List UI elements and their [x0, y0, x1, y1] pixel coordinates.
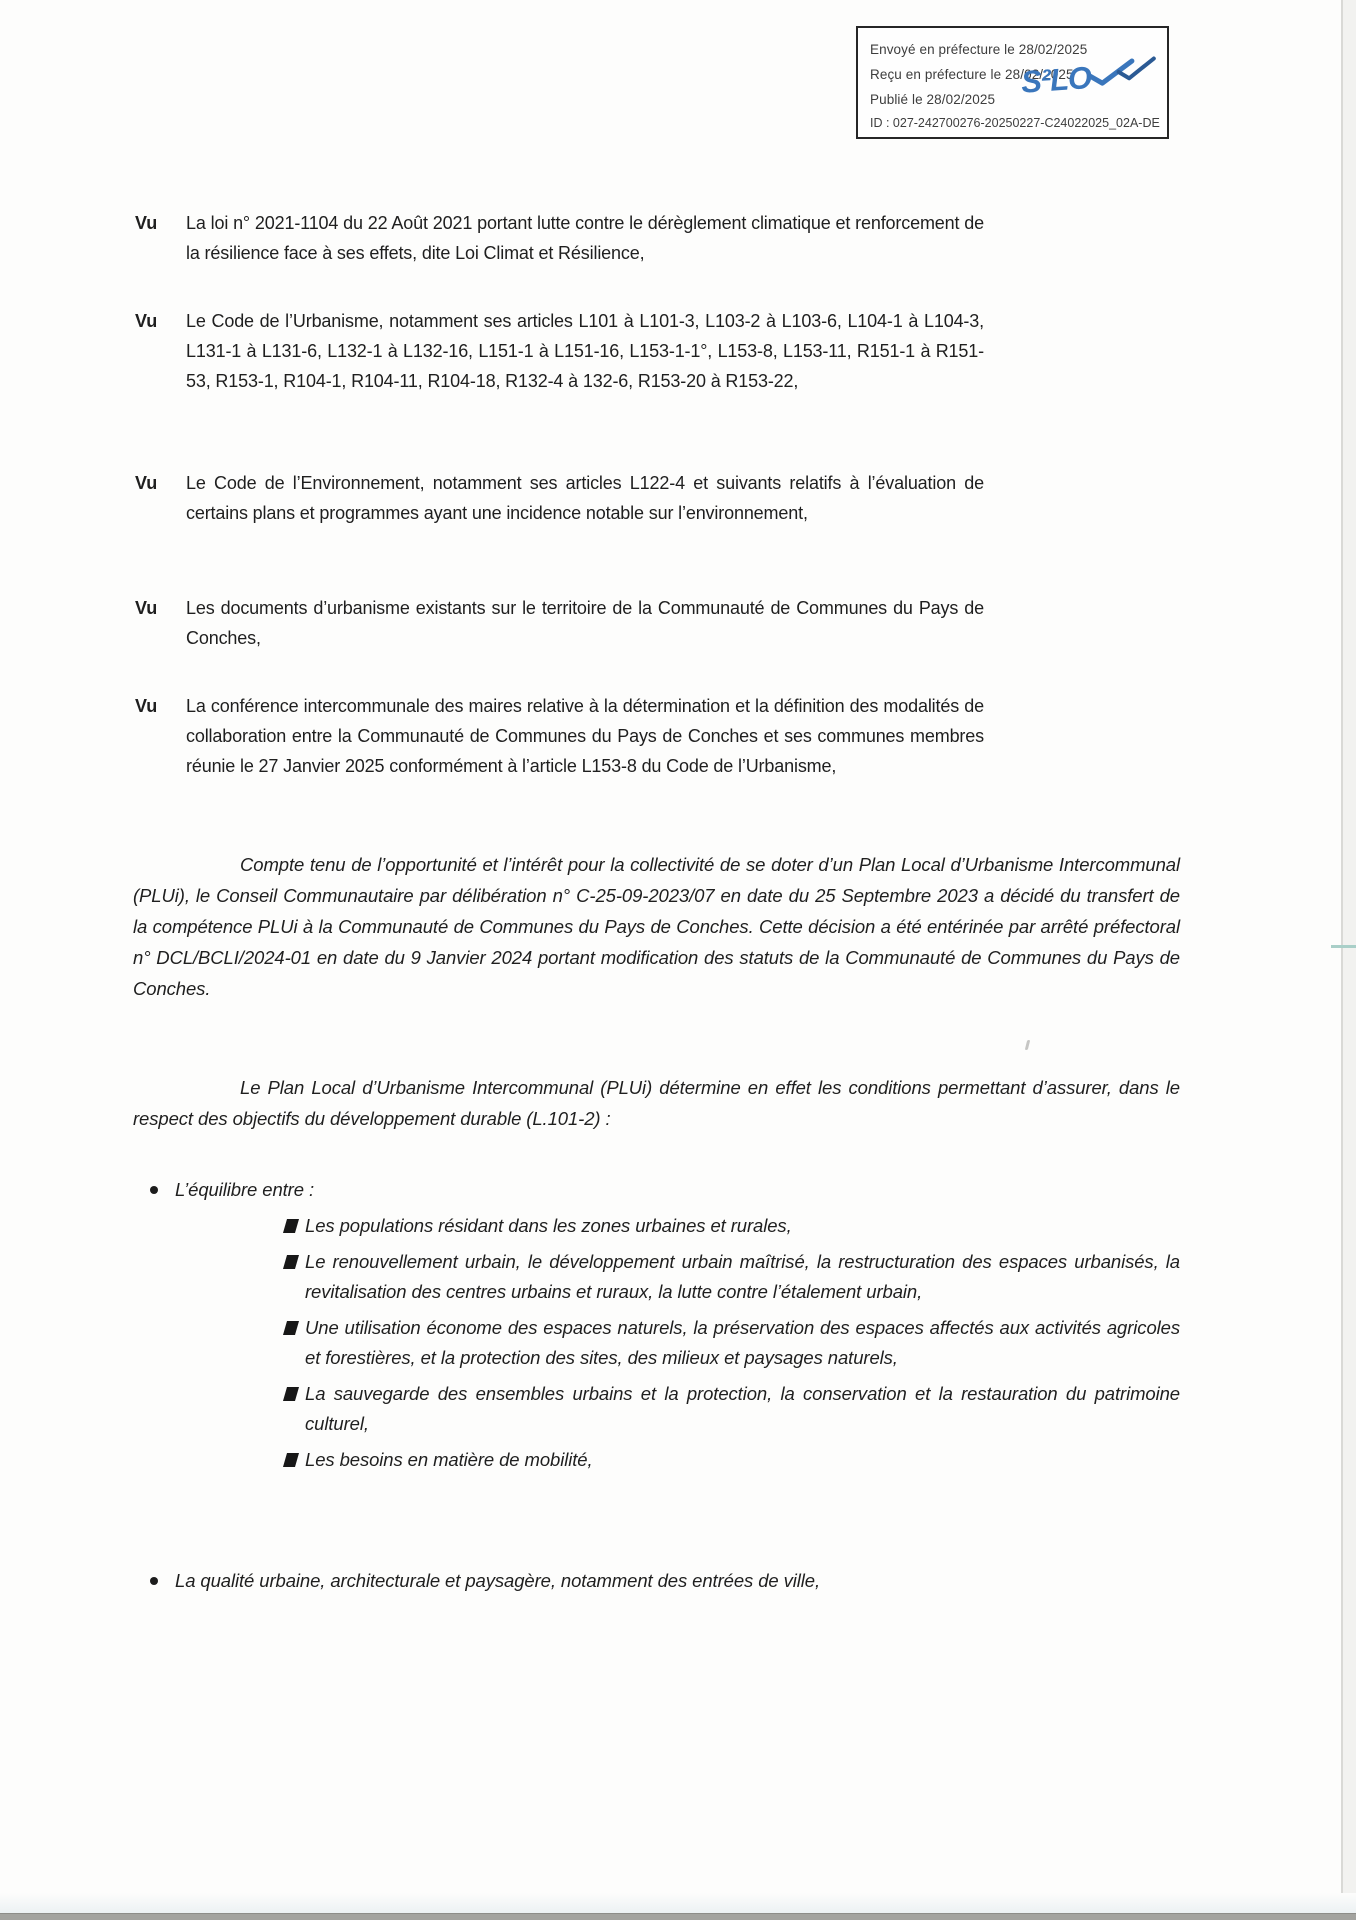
scan-artifact-teal-dash [1331, 945, 1356, 948]
paragraph-plui-determine: Le Plan Local d’Urbanisme Intercommunal (PLUi) détermine en effet les conditions permettant d’assurer, dans le respect des objectifs du développement durable (L.101-2) : [133, 1077, 1180, 1129]
page-bottom-edge [0, 1913, 1356, 1920]
bullet-equilibre: L’équilibre entre : [148, 1174, 1180, 1205]
objectives-list [148, 1174, 1180, 1481]
vu-item-documents-urbanisme [135, 593, 984, 653]
vu-item-code-urbanisme [135, 306, 984, 396]
prefecture-stamp [856, 26, 1169, 139]
vu-text: Le Code de l’Urbanisme, notamment ses articles L101 à L101-3, L103-2 à L103-6, L104-1 à L104-3, L131-1 à L131-6, L132-1 à L132-16, L151-1 à L151-16, L153-1-1°, L153-8, L153-11, R151-1 à R151-53, R153-1, R104-1, R104-11, R104-18, R132-4 à 132-6, R153-20 à R153-22, [186, 311, 984, 391]
stamp-line-received: Reçu en préfecture le 28/02/2025 [870, 67, 1074, 82]
slo-swoosh-icon [1086, 54, 1160, 89]
bullet-qualite-urbaine: La qualité urbaine, architecturale et paysagère, notamment des entrées de ville, [148, 1565, 1180, 1596]
page-edge-line [1341, 0, 1343, 1920]
vu-label: Vu [135, 473, 158, 493]
sub-bullet-sauvegarde: La sauvegarde des ensembles urbains et la protection, la conservation et la restauration du patrimoine culturel, [285, 1379, 1180, 1439]
sub-bullet-populations: Les populations résidant dans les zones urbaines et rurales, [285, 1211, 1180, 1241]
vu-item-code-environnement [135, 468, 984, 528]
sub-bullet-mobilite: Les besoins en matière de mobilité, [285, 1445, 1180, 1475]
stamp-line-published: Publié le 28/02/2025 [870, 92, 996, 107]
vu-item-loi-climat [135, 208, 984, 268]
stamp-line-id: ID : 027-242700276-20250227-C24022025_02A-DE [870, 116, 1160, 130]
vu-label: Vu [135, 598, 158, 618]
vu-label: Vu [135, 213, 158, 233]
page-edge-background [1343, 0, 1356, 1920]
sub-bullet-utilisation-econome: Une utilisation économe des espaces naturels, la préservation des espaces affectés aux activités agricoles et forestières, et la protection des sites, des milieux et paysages naturels, [285, 1313, 1180, 1373]
vu-text: La conférence intercommunale des maires relative à la détermination et la définition des modalités de collaboration entre la Communauté de Communes du Pays de Conches et ses communes membres réunie le 27 Janvier 2025 conformément à l’article L153-8 du Code de l’Urbanisme, [186, 696, 984, 776]
vu-label: Vu [135, 696, 158, 716]
vu-label: Vu [135, 311, 158, 331]
paragraph-compte-tenu: Compte tenu de l’opportunité et l’intérêt pour la collectivité de se doter d’un Plan Local d’Urbanisme Intercommunal (PLUi), le Conseil Communautaire par délibération n° C-25-09-2023/07 en date du 25 Septembre 2023 a décidé du transfert de la compétence PLUi à la Communauté de Communes du Pays de Conches. Cette décision a été entérinée par arrêté préfectoral n° DCL/BCLI/2024-01 en date du 9 Janvier 2024 portant modification des statuts de la Communauté de Communes du Pays de Conches. [133, 854, 1180, 999]
scan-artifact-speck [1025, 1040, 1030, 1050]
slo-logo-text: S²LO [1019, 59, 1093, 100]
objectives-sub-list [148, 1211, 1180, 1475]
vu-text: Les documents d’urbanisme existants sur le territoire de la Communauté de Communes du Pays de Conches, [186, 598, 984, 648]
stamp-line-sent: Envoyé en préfecture le 28/02/2025 [870, 42, 1088, 57]
vu-text: La loi n° 2021-1104 du 22 Août 2021 portant lutte contre le dérèglement climatique et renforcement de la résilience face à ses effets, dite Loi Climat et Résilience, [186, 213, 984, 263]
sub-bullet-renouvellement: Le renouvellement urbain, le développement urbain maîtrisé, la restructuration des espaces urbanisés, la revitalisation des centres urbains et ruraux, la lutte contre l’étalement urbain, [285, 1247, 1180, 1307]
vu-text: Le Code de l’Environnement, notamment ses articles L122-4 et suivants relatifs à l’évaluation de certains plans et programmes ayant une incidence notable sur l’environnement, [186, 473, 984, 523]
vu-item-conference-intercommunale [135, 691, 984, 781]
page-bottom-shadow [0, 1893, 1356, 1913]
